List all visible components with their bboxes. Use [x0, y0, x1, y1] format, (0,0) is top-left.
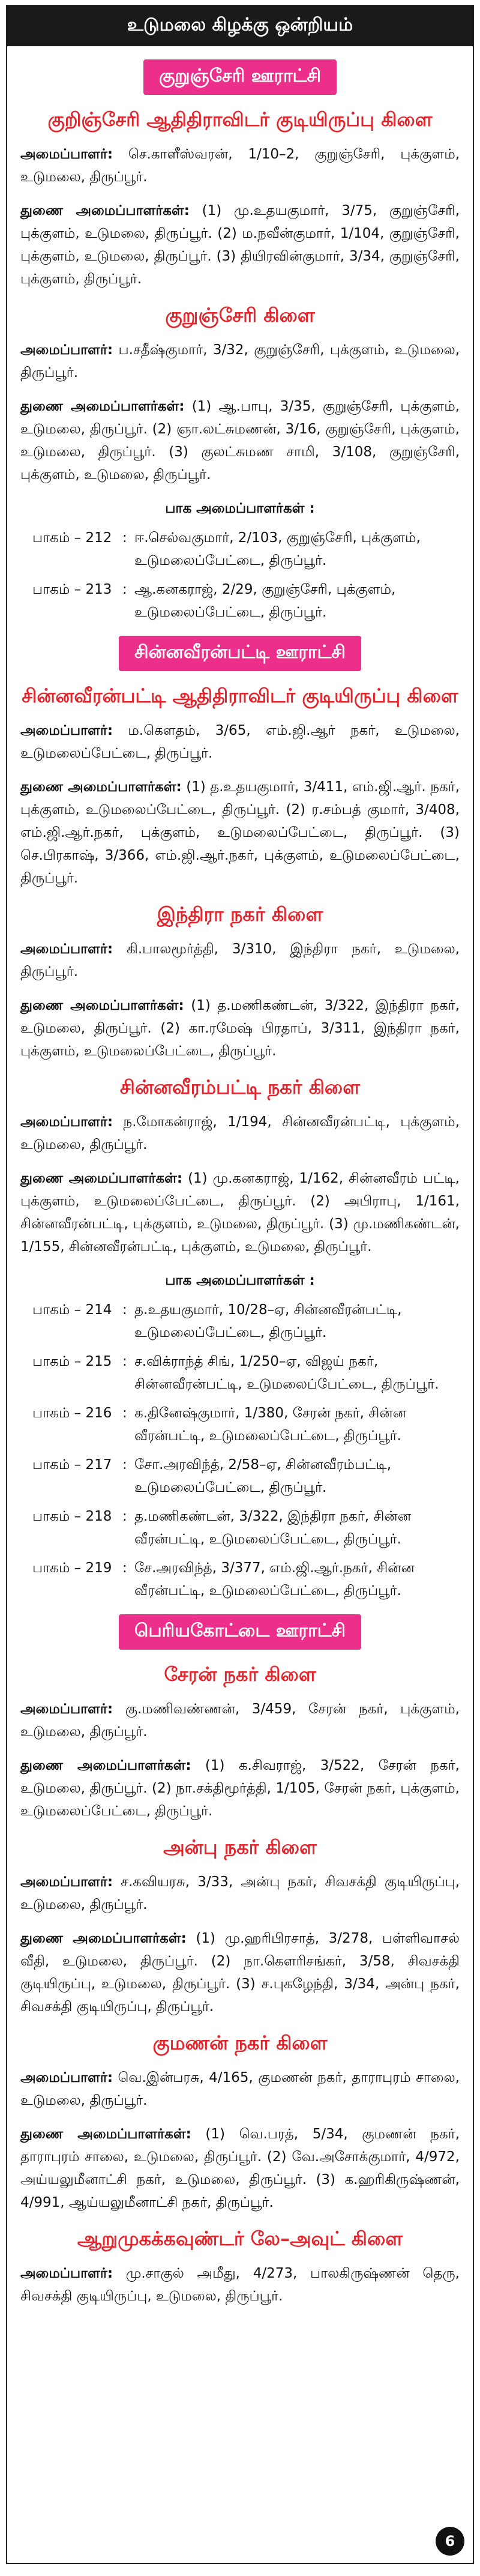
part-separator: :	[122, 1302, 127, 1318]
part-row	[20, 1299, 460, 1344]
organizer-text: ப.சதீஷ்குமார், 3/32, குறுஞ்சேரி, புக்குளம், உடுமலை, திருப்பூர்.	[20, 342, 460, 381]
organizer-entry	[20, 938, 460, 983]
part-text: த.மணிகண்டன், 3/322, இந்திரா நகர், சின்ன வீரன்பட்டி, உடுமலைப்பேட்டை, திருப்பூர்.	[134, 1509, 412, 1547]
organizer-entry	[20, 1698, 460, 1743]
part-label: பாகம் – 219	[32, 1560, 112, 1576]
organizer-label: அமைப்பாளர்:	[20, 2266, 113, 2281]
branch-title: இந்திரா நகர் கிளை	[157, 903, 323, 926]
part-separator: :	[122, 1457, 127, 1473]
deputies-text: (1) ஆ.பாபு, 3/35, குறுஞ்சேரி, புக்குளம், உடுமலை, திருப்பூர். (2) ஞா.லட்சுமணன், 3/16, குறுஞ்சேரி, புக்குளம், உடுமலை, திருப்பூர். (3) குலட்சுமண சாமி, 3/108, குறுஞ்சேரி, புக்குளம், உடுமலை, திருப்பூர்.	[20, 399, 460, 483]
part-separator: :	[122, 530, 127, 546]
deputies-text: (1) மு.உதயகுமார், 3/75, குறுஞ்சேரி, புக்குளம், உடுமலை, திருப்பூர். (2) ம.நவீன்குமார், 1/104, குறுஞ்சேரி, புக்குளம், உடுமலை, திருப்பூர். (3) தியிரவின்குமார், 3/34, குறுஞ்சேரி, புக்குளம், திருப்பூர்.	[20, 203, 460, 287]
organizer-entry	[20, 1871, 460, 1916]
deputies-label: துணை அமைப்பாளர்கள்:	[20, 998, 184, 1013]
organizer-label: அமைப்பாளர்:	[20, 723, 113, 738]
page-number: 6	[436, 2527, 464, 2556]
panchayat-banner	[20, 636, 460, 671]
page	[6, 5, 474, 2564]
organizer-text: செ.காளீஸ்வரன், 1/10–2, குறுஞ்சேரி, புக்குளம், உடுமலை, திருப்பூர்.	[20, 146, 460, 185]
deputies-text: (1) மு.ஹரிபிரசாத், 3/278, பள்ளிவாசல் வீதி, உடுமலை, திருப்பூர். (2) நா.கௌரிசங்கர், 3/58, சிவசக்தி குடியிருப்பு, உடுமலை, திருப்பூர். (3) ச.புகழேந்தி, 3/34, அன்பு நகர், சிவசக்தி குடியிருப்பு, திருப்பூர்.	[20, 1931, 460, 2015]
organizer-entry	[20, 339, 460, 384]
part-label: பாகம் – 212	[32, 530, 112, 546]
branch-title: ஆறுமுகக்கவுண்டர் லே–அவுட் கிளை	[77, 2227, 403, 2250]
organizer-label: அமைப்பாளர்:	[20, 146, 113, 162]
part-text: த.உதயகுமார், 10/28–ஏ, சின்னவீரன்பட்டி, உடுமலைப்பேட்டை, திருப்பூர்.	[134, 1302, 402, 1341]
part-label: பாகம் – 217	[32, 1457, 112, 1473]
panchayat-banner	[20, 59, 460, 95]
panchayat-title: குறுஞ்சேரி ஊராட்சி	[143, 59, 337, 95]
part-label: பாகம் – 215	[32, 1354, 112, 1369]
organizer-label: அமைப்பாளர்:	[20, 1701, 113, 1717]
deputies-label: துணை அமைப்பாளர்கள்:	[20, 1931, 187, 1946]
deputies-text: (1) த.மணிகண்டன், 3/322, இந்திரா நகர், உடுமலை, திருப்பூர். (2) கா.ரமேஷ் பிரதாப், 3/311, இந்திரா நகர், புக்குளம், உடுமலைப்பேட்டை, திருப்பூர்.	[20, 998, 460, 1059]
part-row	[20, 1350, 460, 1396]
part-label: பாகம் – 216	[32, 1405, 112, 1421]
deputies-label: துணை அமைப்பாளர்கள்:	[20, 1758, 191, 1773]
part-text: க.தினேஷ்குமார், 1/380, சேரன் நகர், சின்ன வீரன்பட்டி, உடுமலைப்பேட்டை, திருப்பூர்.	[134, 1405, 406, 1444]
deputies-label: துணை அமைப்பாளர்கள்:	[20, 779, 182, 795]
part-text: ஆ.கனகராஜ், 2/29, குறுஞ்சேரி, புக்குளம், உடுமலைப்பேட்டை, திருப்பூர்.	[134, 582, 396, 620]
part-separator: :	[122, 1560, 127, 1576]
organizer-label: அமைப்பாளர்:	[20, 941, 113, 957]
deputies-entry	[20, 199, 460, 291]
union-title-banner: உடுமலை கிழக்கு ஒன்றியம்	[7, 6, 473, 46]
organizer-text: கி.பாலமூர்த்தி, 3/310, இந்திரா நகர், உடுமலை, திருப்பூர்.	[20, 941, 460, 980]
part-text: சே.அரவிந்த், 3/377, எம்.ஜி.ஆர்.நகர், சின்ன வீரன்பட்டி, உடுமலைப்பேட்டை, திருப்பூர்.	[134, 1560, 415, 1599]
part-row	[20, 578, 460, 624]
deputies-entry	[20, 994, 460, 1063]
branch-title: குறிஞ்சேரி ஆதிதிராவிடர் குடியிருப்பு கிளை	[47, 108, 433, 131]
deputies-label: துணை அமைப்பாளர்கள்:	[20, 399, 185, 414]
part-row	[20, 1402, 460, 1447]
deputies-label: துணை அமைப்பாளர்கள்:	[20, 1171, 183, 1186]
organizer-text: ம.கௌதம், 3/65, எம்.ஜி.ஆர் நகர், உடுமலை, உடுமலைப்பேட்டை, திருப்பூர்.	[20, 723, 460, 761]
organizer-text: ச.கவியரசு, 3/33, அன்பு நகர், சிவசக்தி குடியிருப்பு, உடுமலை, திருப்பூர்.	[20, 1874, 460, 1913]
deputies-text: (1) மு.கனகராஜ், 1/162, சின்னவீரம் பட்டி, புக்குளம், உடுமலைப்பேட்டை, திருப்பூர். (2) அபிராபு, 1/161, சின்னவீரன்பட்டி, புக்குளம், உடுமலை, திருப்பூர். (3) மு.மணிகண்டன், 1/155, சின்னவீரன்பட்டி, புக்குளம், உடுமலை, திருப்பூர்.	[20, 1171, 460, 1255]
deputies-label: துணை அமைப்பாளர்கள்:	[20, 2126, 191, 2142]
deputies-text: (1) க.சிவராஜ், 3/522, சேரன் நகர், உடுமலை, திருப்பூர். (2) நா.சக்திமூர்த்தி, 1/105, சேரன் நகர், புக்குளம், உடுமலைப்பேட்டை, திருப்பூர்.	[20, 1758, 460, 1819]
organizer-label: அமைப்பாளர்:	[20, 342, 113, 358]
organizer-label: அமைப்பாளர்:	[20, 1114, 113, 1130]
part-label: பாகம் – 213	[32, 582, 112, 597]
organizer-label: அமைப்பாளர்:	[20, 1874, 113, 1890]
organizer-label: அமைப்பாளர்:	[20, 2070, 113, 2086]
organizer-entry	[20, 1111, 460, 1156]
panchayat-title: சின்னவீரன்பட்டி ஊராட்சி	[119, 636, 361, 671]
organizer-text: ந.மோகன்ராஜ், 1/194, சின்னவீரன்பட்டி, புக்குளம், உடுமலை, திருப்பூர்.	[20, 1114, 460, 1153]
part-text: ச.விக்ராந்த் சிங், 1/250–ஏ, விஜய் நகர், சின்னவீரன்பட்டி, உடுமலைப்பேட்டை, திருப்பூர்.	[134, 1354, 439, 1392]
organizer-entry	[20, 2262, 460, 2308]
branch-title: குறுஞ்சேரி கிளை	[165, 304, 315, 327]
branch-title: சின்னவீரன்பட்டி ஆதிதிராவிடர் குடியிருப்பு கிளை	[22, 684, 458, 707]
part-separator: :	[122, 582, 127, 597]
branch-title: அன்பு நகர் கிளை	[163, 1836, 317, 1859]
organizer-text: மு.சாகுல் அமீது, 4/273, பாலகிருஷ்ணன் தெரு, சிவசக்தி குடியிருப்பு, உடுமலை, திருப்பூர்.	[20, 2266, 460, 2304]
part-row	[20, 1557, 460, 1602]
branch-title: சின்னவீரம்பட்டி நகர் கிளை	[119, 1076, 361, 1099]
part-row	[20, 1505, 460, 1551]
deputies-entry	[20, 2123, 460, 2214]
part-separator: :	[122, 1405, 127, 1421]
organizer-entry	[20, 143, 460, 189]
panchayat-banner	[20, 1614, 460, 1650]
organizer-text: கு.மணிவண்ணன், 3/459, சேரன் நகர், புக்குளம், உடுமலை, திருப்பூர்.	[20, 1701, 460, 1740]
organizer-entry	[20, 719, 460, 765]
part-separator: :	[122, 1354, 127, 1369]
deputies-entry	[20, 776, 460, 890]
deputies-entry	[20, 1927, 460, 2018]
part-organizers-heading: பாக அமைப்பாளர்கள் :	[165, 1273, 315, 1288]
part-label: பாகம் – 218	[32, 1509, 112, 1524]
part-label: பாகம் – 214	[32, 1302, 112, 1318]
panchayat-title: பெரியகோட்டை ஊராட்சி	[119, 1614, 361, 1650]
branch-title: குமணன் நகர் கிளை	[152, 2032, 328, 2054]
part-text: சோ.அரவிந்த், 2/58–ஏ, சின்னவீரம்பட்டி, உடுமலைப்பேட்டை, திருப்பூர்.	[134, 1457, 392, 1495]
organizer-entry	[20, 2066, 460, 2112]
branch-title: சேரன் நகர் கிளை	[164, 1663, 316, 1686]
organizer-text: வெ.இன்பரசு, 4/165, குமணன் நகர், தாராபுரம் சாலை, உடுமலை, திருப்பூர்.	[20, 2070, 460, 2108]
part-organizers-heading: பாக அமைப்பாளர்கள் :	[165, 501, 315, 516]
part-text: ஈ.செல்வகுமார், 2/103, குறுஞ்சேரி, புக்குளம், உடுமலைப்பேட்டை, திருப்பூர்.	[134, 530, 421, 569]
part-row	[20, 526, 460, 572]
deputies-text: (1) த.உதயகுமார், 3/411, எம்.ஜி.ஆர். நகர், புக்குளம், உடுமலைப்பேட்டை, திருப்பூர். (2) ர.சம்பத் குமார், 3/408, எம்.ஜி.ஆர்.நகர், புக்குளம், உடுமலைப்பேட்டை, திருப்பூர். (3) செ.பிரகாஷ், 3/366, எம்.ஜி.ஆர்.நகர், புக்குளம், உடுமலைப்பேட்டை, திருப்பூர்.	[20, 779, 460, 886]
deputies-entry	[20, 1167, 460, 1258]
part-separator: :	[122, 1509, 127, 1524]
deputies-text: (1) வெ.பரத், 5/34, குமணன் நகர், தாராபுரம் சாலை, உடுமலை, திருப்பூர். (2) வே.அசோக்குமார், 4/972, அய்யலுமீனாட்சி நகர், உடுமலை, திருப்பூர். (3) க.ஹரிகிருஷ்ணன், 4/991, ஆய்யலுமீனாட்சி நகர், திருப்பூர்.	[20, 2126, 460, 2210]
part-row	[20, 1453, 460, 1499]
deputies-label: துணை அமைப்பாளர்கள்:	[20, 203, 190, 219]
deputies-entry	[20, 395, 460, 486]
deputies-entry	[20, 1754, 460, 1823]
